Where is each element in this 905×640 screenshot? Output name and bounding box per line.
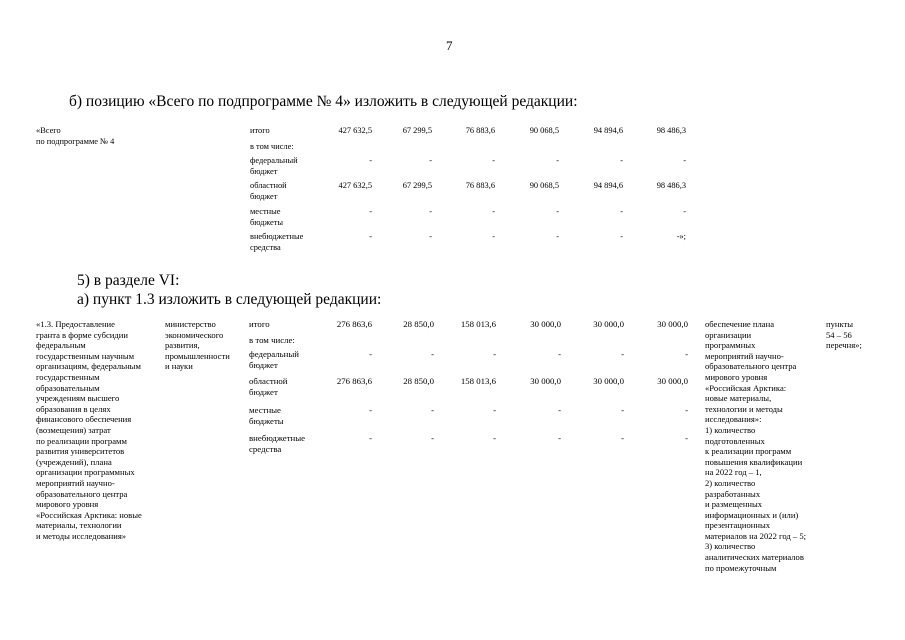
value-cell: - <box>429 232 432 241</box>
value-cell: - <box>492 232 495 241</box>
value-cell: - <box>556 156 559 165</box>
value-cell: - <box>369 156 372 165</box>
value-cell: - <box>369 349 372 359</box>
value-cell: - <box>558 405 561 415</box>
value-cell: - <box>683 156 686 165</box>
value-cell: - <box>369 232 372 241</box>
value-cell: - <box>431 405 434 415</box>
value-cell: 67 299,5 <box>402 181 432 190</box>
value-cell: 276 863,6 <box>336 376 372 386</box>
section-b-label: «Всего по подпрограмме № 4 <box>36 126 115 146</box>
value-cell: - <box>558 433 561 443</box>
value-cell: - <box>556 232 559 241</box>
value-cell: 276 863,6 <box>336 319 372 329</box>
section-5a-heading: а) пункт 1.3 изложить в следующей редакции: <box>77 291 382 308</box>
value-cell: - <box>685 405 688 415</box>
value-cell: - <box>621 433 624 443</box>
value-cell: - <box>558 349 561 359</box>
page-number: 7 <box>446 38 453 53</box>
value-cell: 30 000,0 <box>657 319 688 329</box>
value-cell: 90 068,5 <box>529 181 559 190</box>
value-cell: -»; <box>676 232 686 241</box>
section-b-heading: б) позицию «Всего по подпрограмме № 4» изложить в следующей редакции: <box>69 93 578 110</box>
value-cell: 28 850,0 <box>403 319 434 329</box>
value-cell: 94 894,6 <box>593 126 623 135</box>
row-label: местные бюджеты <box>249 405 284 426</box>
executor: министерство экономического развития, промышленности и науки <box>165 319 230 372</box>
value-cell: 30 000,0 <box>530 319 561 329</box>
value-cell: - <box>556 207 559 216</box>
value-cell: 30 000,0 <box>593 376 624 386</box>
row-label: областной бюджет <box>250 181 287 201</box>
row-label: итого <box>249 319 270 329</box>
value-cell: - <box>620 207 623 216</box>
value-cell: 158 013,6 <box>460 376 496 386</box>
item-description: «1.3. Предоставление гранта в форме субсидии федеральным государственным научным организациям, федеральным государственным образовательным учреждениям высшего образования в целях финансового обеспечения (возмещения) затрат по реализации программ развития университетов (учреждений), плана организации программных мероприятий научно- образовательного центра мирового уровня «Российская Арктика: новые материалы, технологии и методы исследования» <box>36 319 142 541</box>
value-cell: 30 000,0 <box>593 319 624 329</box>
value-cell: - <box>431 433 434 443</box>
value-cell: 28 850,0 <box>403 376 434 386</box>
value-cell: 427 632,5 <box>338 126 372 135</box>
value-cell: 30 000,0 <box>657 376 688 386</box>
value-cell: - <box>492 156 495 165</box>
value-cell: 90 068,5 <box>529 126 559 135</box>
value-cell: - <box>429 156 432 165</box>
value-cell: - <box>683 207 686 216</box>
value-cell: - <box>685 433 688 443</box>
value-cell: - <box>493 405 496 415</box>
value-cell: - <box>493 349 496 359</box>
section-5-heading: 5) в разделе VI: <box>77 272 180 289</box>
value-cell: - <box>431 349 434 359</box>
row-label: внебюджетные средства <box>250 232 304 252</box>
value-cell: - <box>369 433 372 443</box>
value-cell: 158 013,6 <box>460 319 496 329</box>
value-cell: 76 883,6 <box>465 181 495 190</box>
value-cell: - <box>621 405 624 415</box>
value-cell: - <box>620 232 623 241</box>
value-cell: - <box>493 433 496 443</box>
value-cell: 427 632,5 <box>338 181 372 190</box>
value-cell: - <box>621 349 624 359</box>
row-label: внебюджетные средства <box>249 433 306 454</box>
row-label: в том числе: <box>250 142 294 151</box>
points-reference: пункты 54 – 56 перечня»; <box>826 319 862 351</box>
row-label: областной бюджет <box>249 376 288 397</box>
value-cell: - <box>369 405 372 415</box>
row-label: местные бюджеты <box>250 207 284 227</box>
value-cell: 76 883,6 <box>465 126 495 135</box>
value-cell: - <box>429 207 432 216</box>
row-label: в том числе: <box>249 335 295 345</box>
value-cell: 67 299,5 <box>402 126 432 135</box>
value-cell: - <box>620 156 623 165</box>
value-cell: - <box>492 207 495 216</box>
row-label: федеральный бюджет <box>249 349 299 370</box>
value-cell: - <box>369 207 372 216</box>
row-label: федеральный бюджет <box>250 156 298 176</box>
expected-result: обеспечение плана организации программных мероприятий научно- образовательного центра мирового уровня «Российская Арктика: новые материалы, технологии и методы исследования»: 1) количество подготовленных к реализации программ повышения квалификации на 2022 год – 1, 2) количество разработанных и размещенных информационных и (или) презентационных материалов на 2022 год – 5; 3) количество аналитических материалов по промежуточным <box>705 319 807 573</box>
value-cell: 98 486,3 <box>656 126 686 135</box>
value-cell: 98 486,3 <box>656 181 686 190</box>
value-cell: 94 894,6 <box>593 181 623 190</box>
value-cell: - <box>685 349 688 359</box>
value-cell: 30 000,0 <box>530 376 561 386</box>
row-label: итого <box>250 126 270 135</box>
